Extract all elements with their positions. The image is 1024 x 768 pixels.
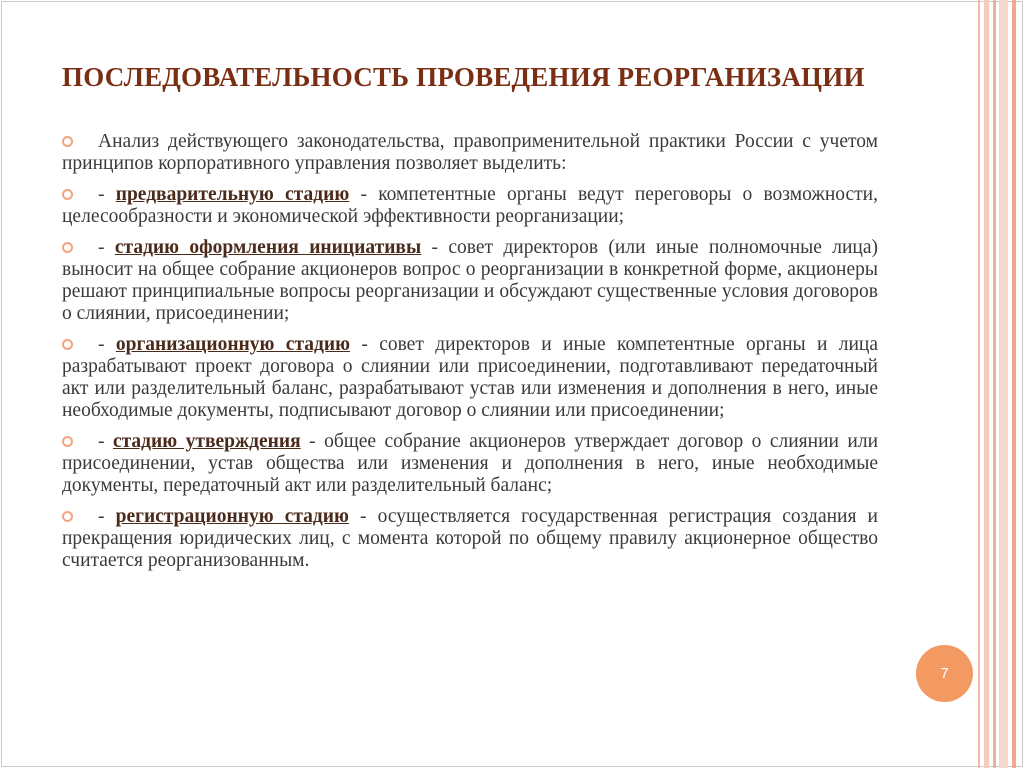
item-emphasis: предварительную стадию <box>115 184 350 205</box>
decorative-stripe <box>984 0 989 768</box>
bullet-list <box>62 131 878 581</box>
item-emphasis: стадию утверждения <box>112 431 301 452</box>
item-text: - совет директоров (или иные полномочные лица) выносит на общее собрание акционеров вопрос о реорганизации в конкретной форме, акционеры решают принципиальные вопросы реорганизации и обсуждают существенные условия договоров о слиянии, присоединении; <box>62 237 878 324</box>
bullet-circle-icon <box>62 339 73 350</box>
bullet-circle-icon <box>62 136 73 147</box>
decorative-stripe <box>978 0 980 768</box>
item-lead: - <box>98 506 116 527</box>
bullet-circle-icon <box>62 511 73 522</box>
item-text: - осуществляется государственная регистрация создания и прекращения юридических лиц, с момента которой по общему правилу акционерное общество считается реорганизованным. <box>62 506 878 571</box>
item-text: Анализ действующего законодательства, правоприменительной практики России с учетом принципов корпоративного управления позволяет выделить: <box>62 131 878 174</box>
item-text: - компетентные органы ведут переговоры о возможности, целесообразности и экономической эффективности реорганизации; <box>62 184 878 227</box>
item-text: - совет директоров и иные компетентные органы и лица разрабатывают проект договора о слиянии или присоединении, подготавливают передаточный акт или разделительный баланс, разрабатывают устав или изменения и дополнения в него, иные необходимые документы, подписывают договор о слиянии или присоединении; <box>62 334 879 421</box>
list-item <box>62 184 878 228</box>
bullet-circle-icon <box>62 242 73 253</box>
list-item <box>62 237 878 325</box>
list-item <box>62 131 878 175</box>
item-emphasis: организационную стадию <box>115 334 351 355</box>
decorative-stripe <box>999 0 1008 768</box>
item-lead: - <box>98 184 116 205</box>
item-lead: - <box>98 334 116 355</box>
list-item <box>62 334 878 422</box>
item-lead: - <box>98 237 115 258</box>
item-text: - общее собрание акционеров утверждает договор о слиянии или присоединении, устав общества или изменения и дополнения в него, иные необходимые документы, передаточный акт или разделительный баланс; <box>62 431 878 496</box>
item-lead: - <box>98 431 113 452</box>
item-emphasis: стадию оформления инициативы <box>114 237 422 258</box>
list-item <box>62 431 878 497</box>
item-emphasis: регистрационную стадию <box>115 506 349 527</box>
list-item <box>62 506 878 572</box>
slide-title: ПОСЛЕДОВАТЕЛЬНОСТЬ ПРОВЕДЕНИЯ РЕОРГАНИЗАЦИИ <box>62 62 865 92</box>
decorative-stripe <box>1012 0 1016 768</box>
page-number-badge: 7 <box>916 645 973 702</box>
decorative-stripe <box>993 0 996 768</box>
bullet-circle-icon <box>62 189 73 200</box>
bullet-circle-icon <box>62 436 73 447</box>
